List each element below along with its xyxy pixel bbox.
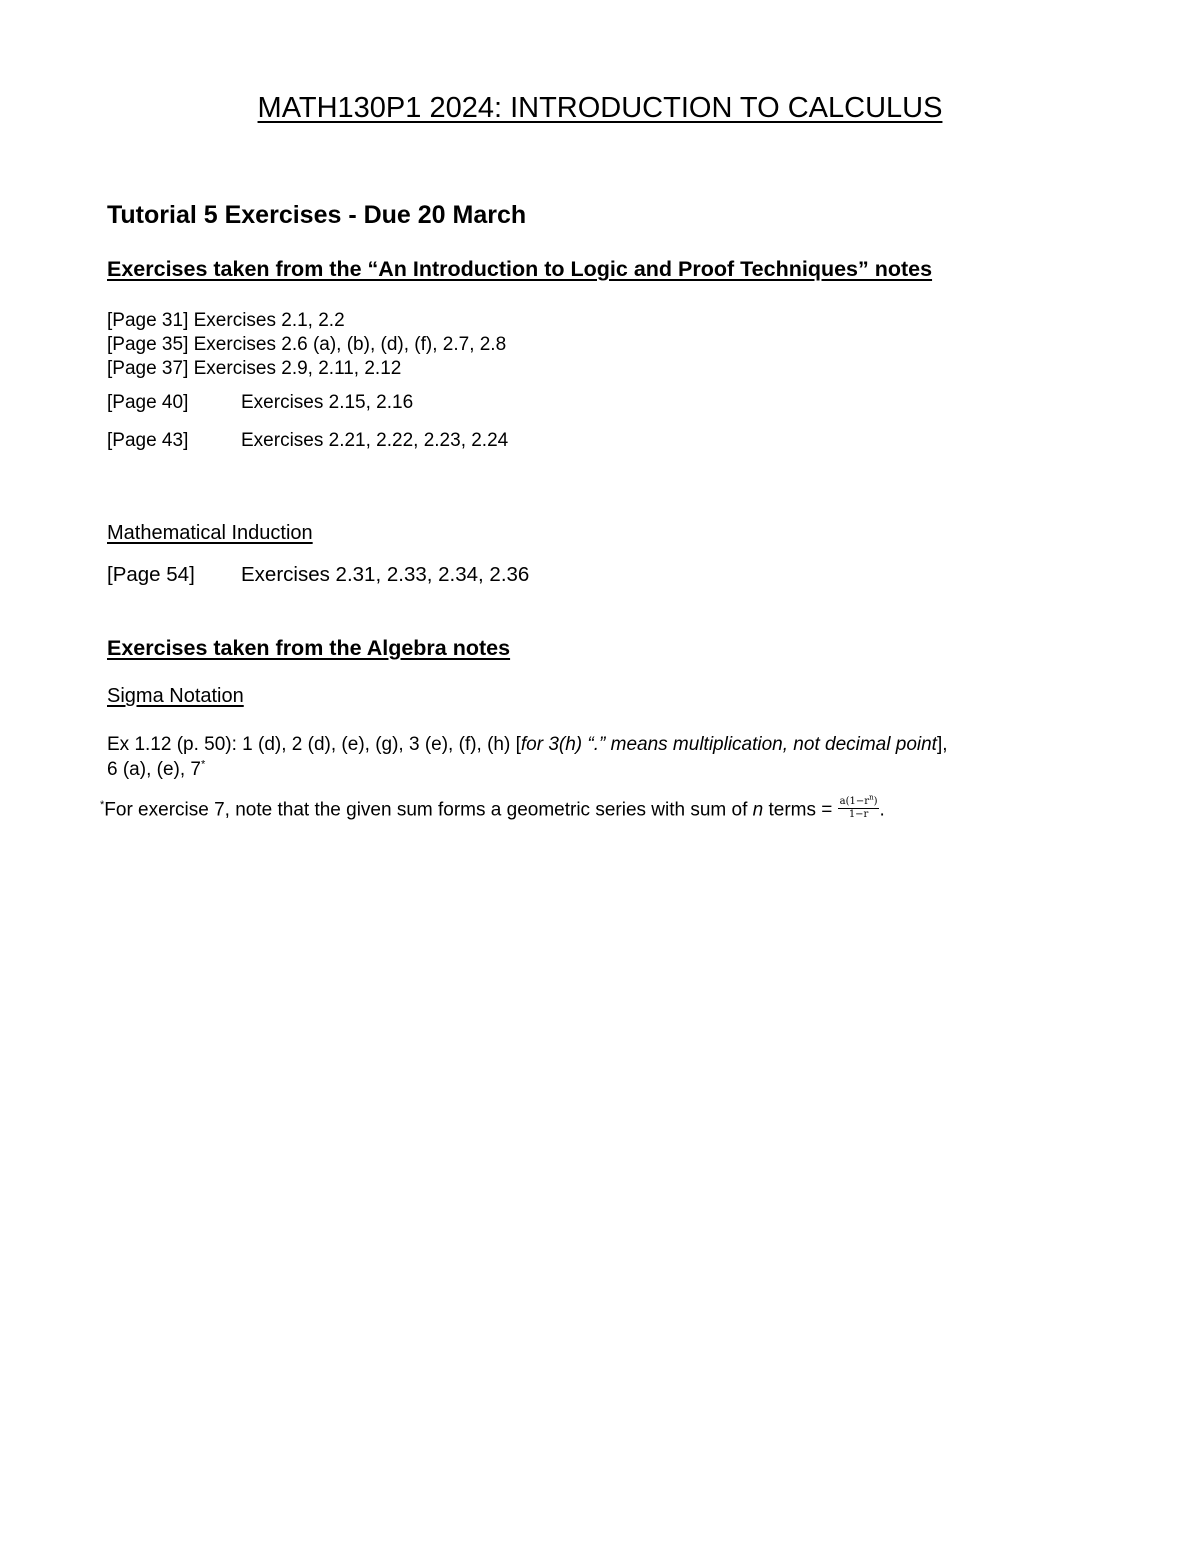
- numerator-exponent: n: [869, 793, 874, 802]
- formula-tail: .: [879, 799, 885, 821]
- paragraph-text: Ex 1.12 (p. 50): 1 (d), 2 (d), (e), (g), 3 (e), (f), (h) [: [107, 734, 521, 755]
- footnote-text-end: terms =: [763, 799, 838, 821]
- formula-denominator: 1−r: [848, 809, 869, 820]
- logic-section-heading: Exercises taken from the “An Introduction to Logic and Proof Techniques” notes: [107, 257, 933, 281]
- page-reference: [Page 54]: [107, 563, 195, 586]
- exercise-list: Exercises 2.21, 2.22, 2.23, 2.24: [241, 430, 509, 451]
- page-title: MATH130P1 2024: INTRODUCTION TO CALCULUS: [257, 92, 943, 124]
- footnote: [100, 793, 885, 823]
- exercise-row: [107, 430, 508, 452]
- exercise-line: [Page 37] Exercises 2.9, 2.11, 2.12: [107, 358, 402, 379]
- exercise-line: [Page 35] Exercises 2.6 (a), (b), (d), (f), 2.7, 2.8: [107, 334, 507, 355]
- exercise-line: [Page 31] Exercises 2.1, 2.2: [107, 310, 345, 331]
- induction-heading: Mathematical Induction: [107, 522, 313, 544]
- paragraph-text-end: ], 6 (a), (e), 7: [107, 734, 948, 780]
- formula-numerator: [838, 793, 880, 809]
- footnote-text: For exercise 7, note that the given sum forms a geometric series with sum of: [104, 799, 753, 821]
- geometric-sum-formula: [838, 793, 880, 821]
- page-reference: [Page 40]: [107, 392, 189, 413]
- page-reference: [Page 43]: [107, 430, 189, 451]
- exercise-list: Exercises 2.15, 2.16: [241, 392, 414, 413]
- algebra-exercise-paragraph: [107, 732, 957, 782]
- exercise-row: [107, 392, 413, 414]
- algebra-section-heading: Exercises taken from the Algebra notes: [107, 636, 511, 660]
- exercise-row: [107, 563, 529, 587]
- numerator-close: ): [873, 796, 878, 807]
- footnote-marker: *: [100, 799, 105, 812]
- exercise-list: Exercises 2.31, 2.33, 2.34, 2.36: [241, 563, 530, 586]
- tutorial-heading: Tutorial 5 Exercises - Due 20 March: [107, 201, 527, 229]
- paragraph-italic-note: for 3(h) “.” means multiplication, not decimal point: [520, 734, 937, 755]
- footnote-marker: *: [200, 758, 206, 771]
- footnote-variable: n: [752, 799, 764, 821]
- numerator-text: a(1−r: [839, 796, 870, 807]
- sigma-notation-heading: Sigma Notation: [107, 685, 244, 707]
